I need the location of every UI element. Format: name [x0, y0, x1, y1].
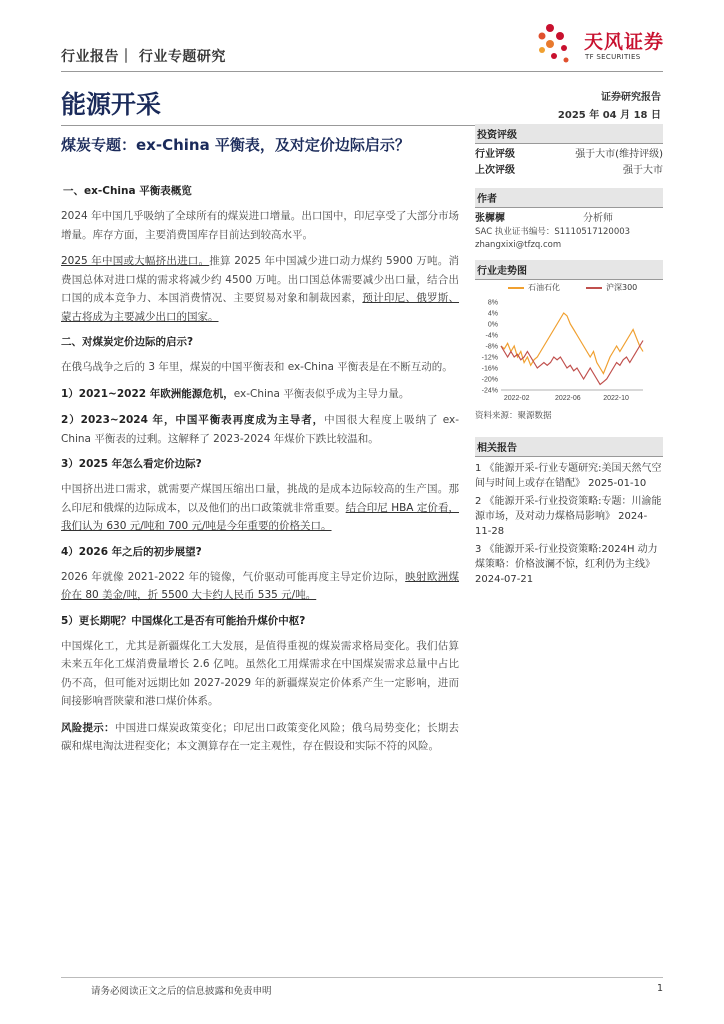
industry-rating-label: 行业评级 — [475, 149, 515, 160]
y-tick-label: 0% — [487, 321, 498, 329]
related-report-item[interactable]: 2 《能源开采-行业投资策略:专题：川渝能源市场，及对动力煤格局影响》 2024-11-28 — [475, 496, 662, 537]
y-tick-label: -8% — [485, 343, 498, 351]
paragraph-text: 推算 2025 年中国减少进口动力煤约 5900 万吨。消费国总体对进口煤的需求将减少约 4500 万吨。出口国总体需要减少出口量，结合出口国的成本竞争力、本国消费情况、主要贸易对象和制裁因素， — [61, 255, 460, 304]
x-tick-label: 2022-06 — [554, 395, 581, 402]
related-header: 相关报告 — [475, 437, 663, 457]
page-number: 1 — [656, 983, 663, 994]
highlight-text: 2025 年中国或大幅挤出进口。 — [61, 255, 210, 267]
rating-panel — [475, 124, 663, 179]
y-tick-label: -4% — [485, 332, 498, 340]
series-line — [501, 341, 643, 385]
legend-label: 石油石化 — [528, 283, 560, 292]
y-tick-label: -24% — [481, 387, 498, 395]
author-header: 作者 — [475, 188, 663, 208]
main-content — [61, 183, 459, 764]
logo-subtext: TF SECURITIES — [585, 53, 641, 61]
paragraph-text: 中国很大程度上吸纳了 ex-China 平衡表的过剩。这解释了 2023-2024 年煤价下跌比较温和。 — [61, 414, 459, 445]
paragraph — [61, 385, 459, 404]
paragraph — [61, 568, 459, 605]
subsection-heading: 4）2026 年之后的初步展望? — [61, 545, 202, 558]
highlight-text: 映射欧洲煤价在 80 美金/吨，折 5500 大卡约人民币 535 元/吨。 — [61, 570, 460, 601]
legend-swatch — [586, 287, 602, 289]
author-title: 分析师 — [583, 213, 613, 224]
y-tick-label: 8% — [487, 299, 498, 307]
legend-swatch — [508, 287, 524, 289]
subsection-heading: 5）更长期呢？中国煤化工是否有可能抬升煤价中枢? — [61, 614, 306, 627]
footer-disclaimer: 请务必阅读正文之后的信息披露和免责申明 — [91, 986, 272, 997]
report-type: 证券研究报告 — [601, 92, 661, 103]
paragraph: 在俄乌战争之后的 3 年里，煤炭的中国平衡表和 ex-China 平衡表是在不断互动的。 — [61, 361, 453, 373]
paragraph: 中国煤化工，尤其是新疆煤化工大发展，是值得重视的煤炭需求格局变化。我们估算未来五年化工煤消费量增长 2.6 亿吨。虽然化工用煤需求在中国煤炭需求总量中占比仍不高，但可能对远期比如 2027-2029 年的新疆煤炭定价体系产生一定影响，进而间接影响晋陕蒙和港口煤价体系。 — [61, 639, 459, 707]
related-reports-panel — [475, 437, 663, 590]
paragraph — [61, 411, 459, 448]
paragraph: 2024 年中国几乎吸纳了全球所有的煤炭进口增量。出口国中，印尼享受了大部分市场增量。库存方面，主要消费国库存目前达到较高水平。 — [61, 210, 459, 241]
legend-item — [586, 282, 637, 293]
paragraph-text: 中国挤出进口需求，就需要产煤国压缩出口量，挑战的是成本边际较高的生产国。那么印尼和俄煤的边际成本，以及他们的出口政策就非常重要。 — [61, 483, 459, 514]
trend-chart-panel — [475, 260, 663, 280]
chart-header: 行业走势图 — [475, 260, 663, 280]
sector-title: 能源开采 — [61, 90, 162, 119]
rating-header: 投资评级 — [475, 124, 663, 144]
prev-rating-value: 强于大市 — [623, 165, 663, 176]
author-sac: SAC 执业证书编号：S1110517120003 — [475, 227, 631, 237]
x-tick-label: 2022-02 — [503, 395, 530, 402]
logo-text: 天风证券 — [584, 31, 665, 53]
author-email: zhangxixi@tfzq.com — [475, 240, 562, 250]
paragraph — [61, 252, 459, 326]
subsection-heading: 3）2025 年怎么看定价边际? — [61, 458, 202, 470]
related-report-item[interactable]: 1 《能源开采-行业专题研究:美国天然气空间与时间上或存在错配》 2025-01-10 — [475, 463, 662, 489]
risk-warning — [61, 719, 459, 756]
section-heading: 二、对煤炭定价边际的启示? — [61, 336, 194, 348]
author-panel — [475, 188, 663, 252]
prev-rating-row — [475, 163, 663, 179]
risk-label: 风险提示： — [61, 721, 115, 734]
footer-divider — [61, 977, 663, 978]
legend-label: 沪深300 — [606, 283, 638, 292]
highlight-text: 预计印尼、俄罗斯、蒙古将成为主要减少出口的国家。 — [61, 292, 460, 323]
main-title: 煤炭专题：ex-China 平衡表，及对定价边际启示？ — [61, 136, 410, 154]
x-tick-label: 2022-10 — [603, 395, 629, 402]
paragraph — [61, 480, 459, 536]
trend-chart — [475, 296, 663, 404]
report-category: 行业报告｜ 行业专题研究 — [61, 49, 226, 65]
highlight-text: 结合印尼 HBA 定价看，我们认为 630 元/吨和 700 元/吨是今年重要的价格关口。 — [61, 501, 459, 532]
chart-source: 资料来源：聚源数据 — [475, 411, 552, 421]
paragraph-text: ex-China 平衡表似乎成为主导力量。 — [233, 387, 410, 400]
y-tick-label: 4% — [487, 310, 498, 318]
related-report-item[interactable]: 3 《能源开采-行业投资策略:2024H 动力煤策略：价格波澜不惊，红利仍为主线》 2024-07-21 — [475, 544, 658, 585]
bold-text: 1）2021~2022 年欧洲能源危机， — [61, 387, 234, 400]
author-name: 张樨樨 — [475, 213, 505, 224]
report-date: 2025 年 04 月 18 日 — [557, 110, 661, 121]
industry-rating-row — [475, 147, 663, 163]
header-divider — [61, 71, 663, 72]
author-row — [475, 212, 663, 226]
prev-rating-label: 上次评级 — [475, 165, 515, 176]
series-line — [501, 313, 643, 374]
y-tick-label: -20% — [481, 376, 498, 384]
y-tick-label: -16% — [481, 365, 498, 373]
y-tick-label: -12% — [481, 354, 498, 362]
paragraph-text: 2026 年就像 2021-2022 年的镜像，气价驱动可能再度主导定价边际， — [61, 570, 406, 583]
legend-item — [508, 282, 560, 293]
section-heading: 一、ex-China 平衡表概览 — [63, 185, 192, 197]
risk-text: 中国进口煤炭政策变化；印尼出口政策变化风险；俄乌局势变化；长期去碳和煤电淘汰进程变化；本文测算存在一定主观性，存在假设和实际不符的风险。 — [61, 721, 460, 752]
industry-rating-value: 强于大市(维持评级) — [575, 149, 663, 160]
bold-text: 2）2023~2024 年，中国平衡表再度成为主导者， — [61, 414, 325, 426]
